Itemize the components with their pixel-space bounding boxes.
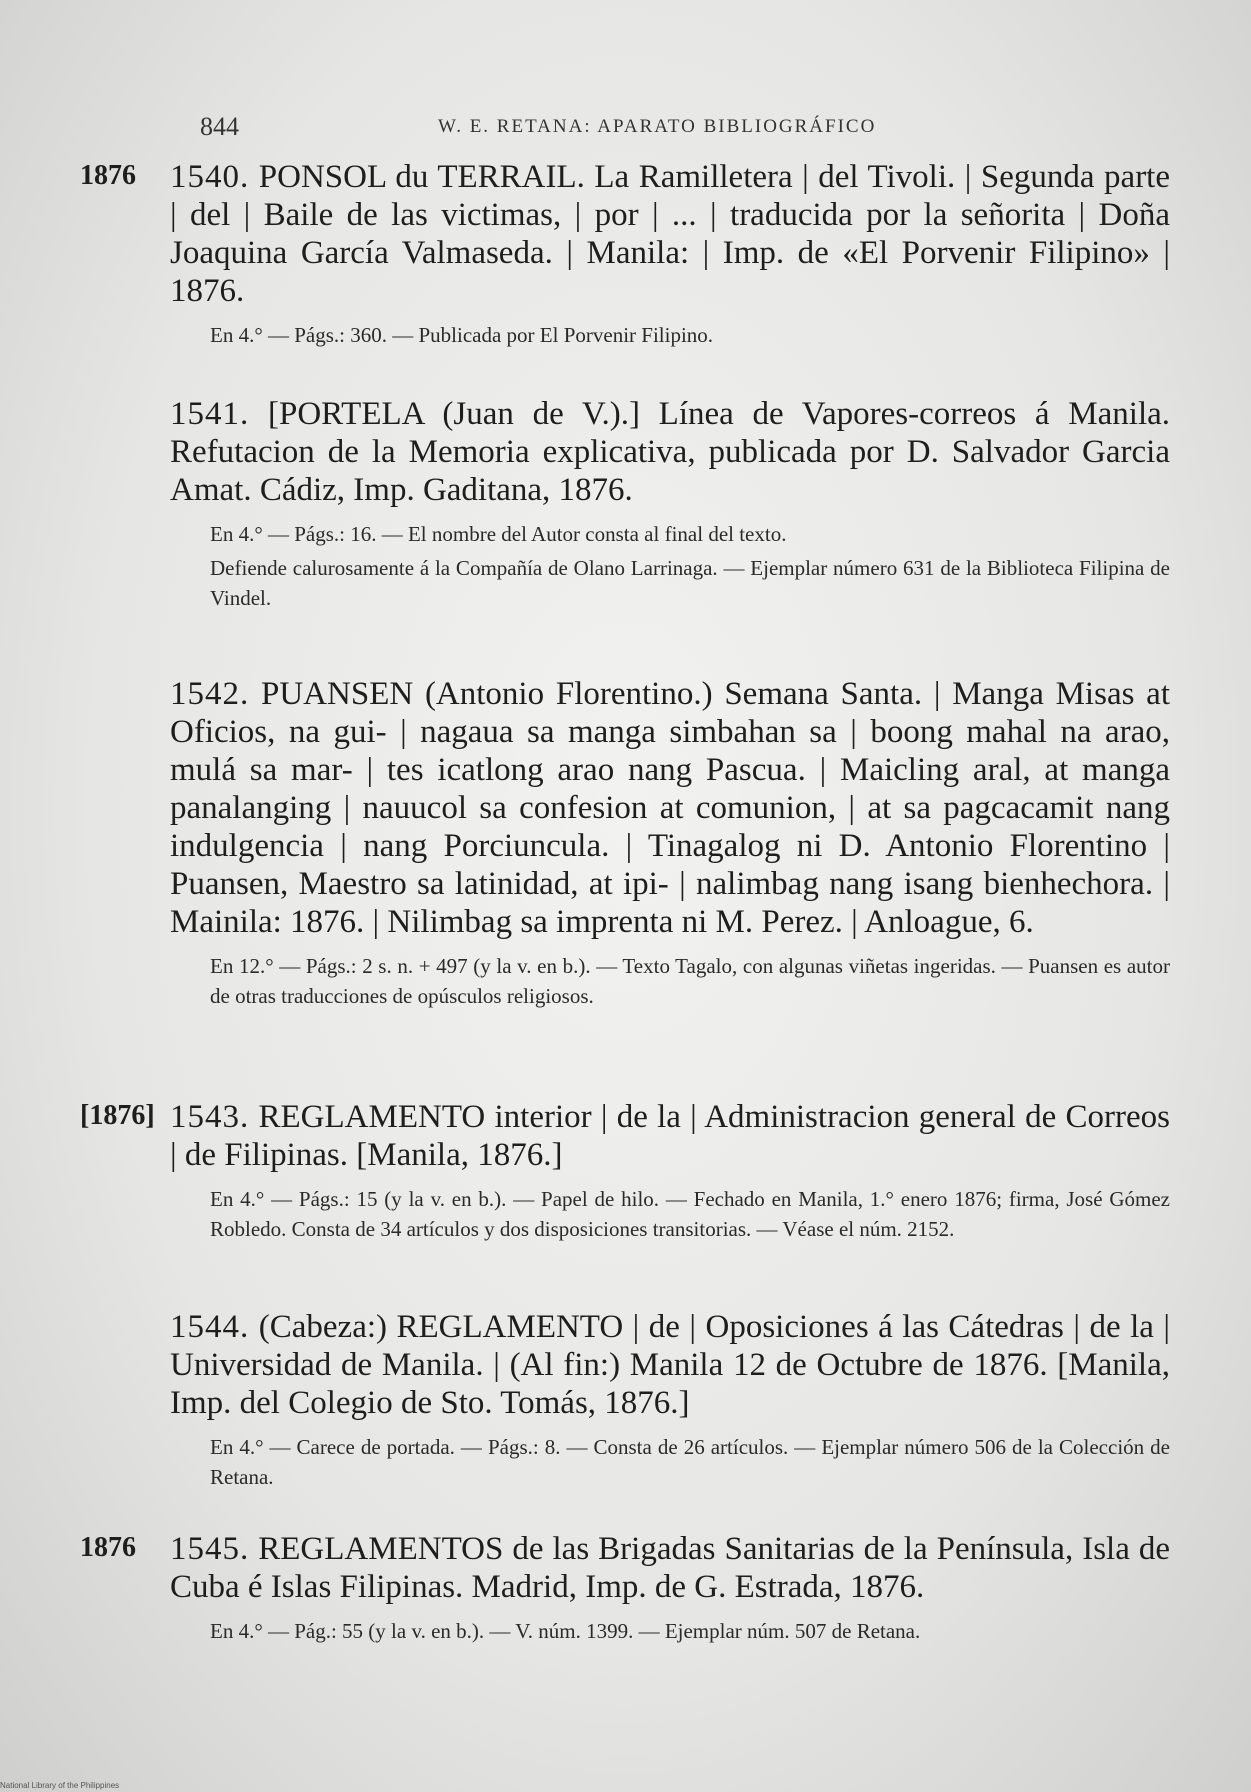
page-number: 844 [200,112,239,141]
entry-main-text [170,158,1170,310]
entry-note: En 4.° — Págs.: 16. — El nombre del Autor consta al final del texto. [210,522,787,546]
entry-number: 1545. [170,1531,250,1567]
entry-note: En 4.° — Pág.: 55 (y la v. en b.). — V. núm. 1399. — Ejemplar núm. 507 de Retana. [210,1619,921,1643]
entry-note: En 4.° — Págs.: 360. — Publicada por El Porvenir Filipino. [210,323,714,347]
entry-1541 [170,395,1170,613]
entry-year: 1876 [80,160,136,191]
entry-main-text [170,395,1170,509]
entry-citation: PONSOL du TERRAIL. La Ramilletera | del Tivoli. | Segunda parte | del | Baile de las victimas, | por | ... | traducida por la señorita | Doña Joaquina García Valmaseda. | Manila: | Imp. de «El Porvenir Filipino» | 1876. [170,159,1171,309]
entry-main-text [170,1308,1170,1422]
running-title: W. E. RETANA: APARATO BIBLIOGRÁFICO [438,116,877,137]
entry-number: 1542. [170,676,250,712]
entry-1540 [80,158,1171,350]
entry-1544 [170,1308,1170,1492]
entry-main-text [170,675,1170,941]
entry-note: Defiende calurosamente á la Compañía de Olano Larrinaga. — Ejemplar número 631 de la Biblioteca Filipina de Vindel. [210,556,1170,610]
library-watermark: National Library of the Philippines [0,1781,120,1790]
entry-year: [1876] [80,1100,155,1131]
entry-citation: [PORTELA (Juan de V.).] Línea de Vapores-correos á Manila. Refutacion de la Memoria explicativa, publicada por D. Salvador Garcia Amat. Cádiz, Imp. Gaditana, 1876. [170,396,1171,508]
entry-number: 1544. [170,1309,250,1345]
entry-1543 [80,1098,1171,1244]
entry-year: 1876 [80,1532,136,1563]
entry-main-text [170,1098,1170,1174]
entry-note: En 4.° — Págs.: 15 (y la v. en b.). — Papel de hilo. — Fechado en Manila, 1.° enero 1876; firma, José Gómez Robledo. Consta de 34 artículos y dos disposiciones transitorias. — Véase el núm. 2152. [210,1187,1170,1241]
entry-number: 1540. [170,159,250,195]
entry-number: 1543. [170,1099,250,1135]
entry-citation: (Cabeza:) REGLAMENTO | de | Oposiciones á las Cátedras | de la | Universidad de Manila. | (Al fin:) Manila 12 de Octubre de 1876. [Manila, Imp. del Colegio de Sto. Tomás, 1876.] [170,1309,1171,1421]
entry-note: En 4.° — Carece de portada. — Págs.: 8. — Consta de 26 artículos. — Ejemplar número 506 de la Colección de Retana. [210,1435,1170,1489]
running-head [200,112,1160,142]
entry-note: En 12.° — Págs.: 2 s. n. + 497 (y la v. en b.). — Texto Tagalo, con algunas viñetas ingeridas. — Puansen es autor de otras traducciones de opúsculos religiosos. [210,954,1170,1008]
entry-citation: REGLAMENTOS de las Brigadas Sanitarias de la Península, Isla de Cuba é Islas Filipinas. Madrid, Imp. de G. Estrada, 1876. [170,1531,1171,1605]
entry-citation: REGLAMENTO interior | de la | Administracion general de Correos | de Filipinas. [Manila, 1876.] [170,1099,1171,1173]
entry-1542 [170,675,1170,1011]
entry-main-text [170,1530,1170,1606]
entry-citation: PUANSEN (Antonio Florentino.) Semana Santa. | Manga Misas at Oficios, na gui- | nagaua sa manga simbahan sa | boong mahal na arao, mulá sa mar- | tes icatlong arao nang Pascua. | Maicling aral, at manga panalanging | nauucol sa confesion at comunion, | at sa pagcacamit nang indulgencia | nang Porciuncula. | Tinagalog ni D. Antonio Florentino | Puansen, Maestro sa latinidad, at ipi- | nalimbag nang isang bienhechora. | Mainila: 1876. | Nilimbag sa imprenta ni M. Perez. | Anloague, 6. [170,676,1170,940]
entry-number: 1541. [170,396,250,432]
entry-1545 [80,1530,1171,1646]
